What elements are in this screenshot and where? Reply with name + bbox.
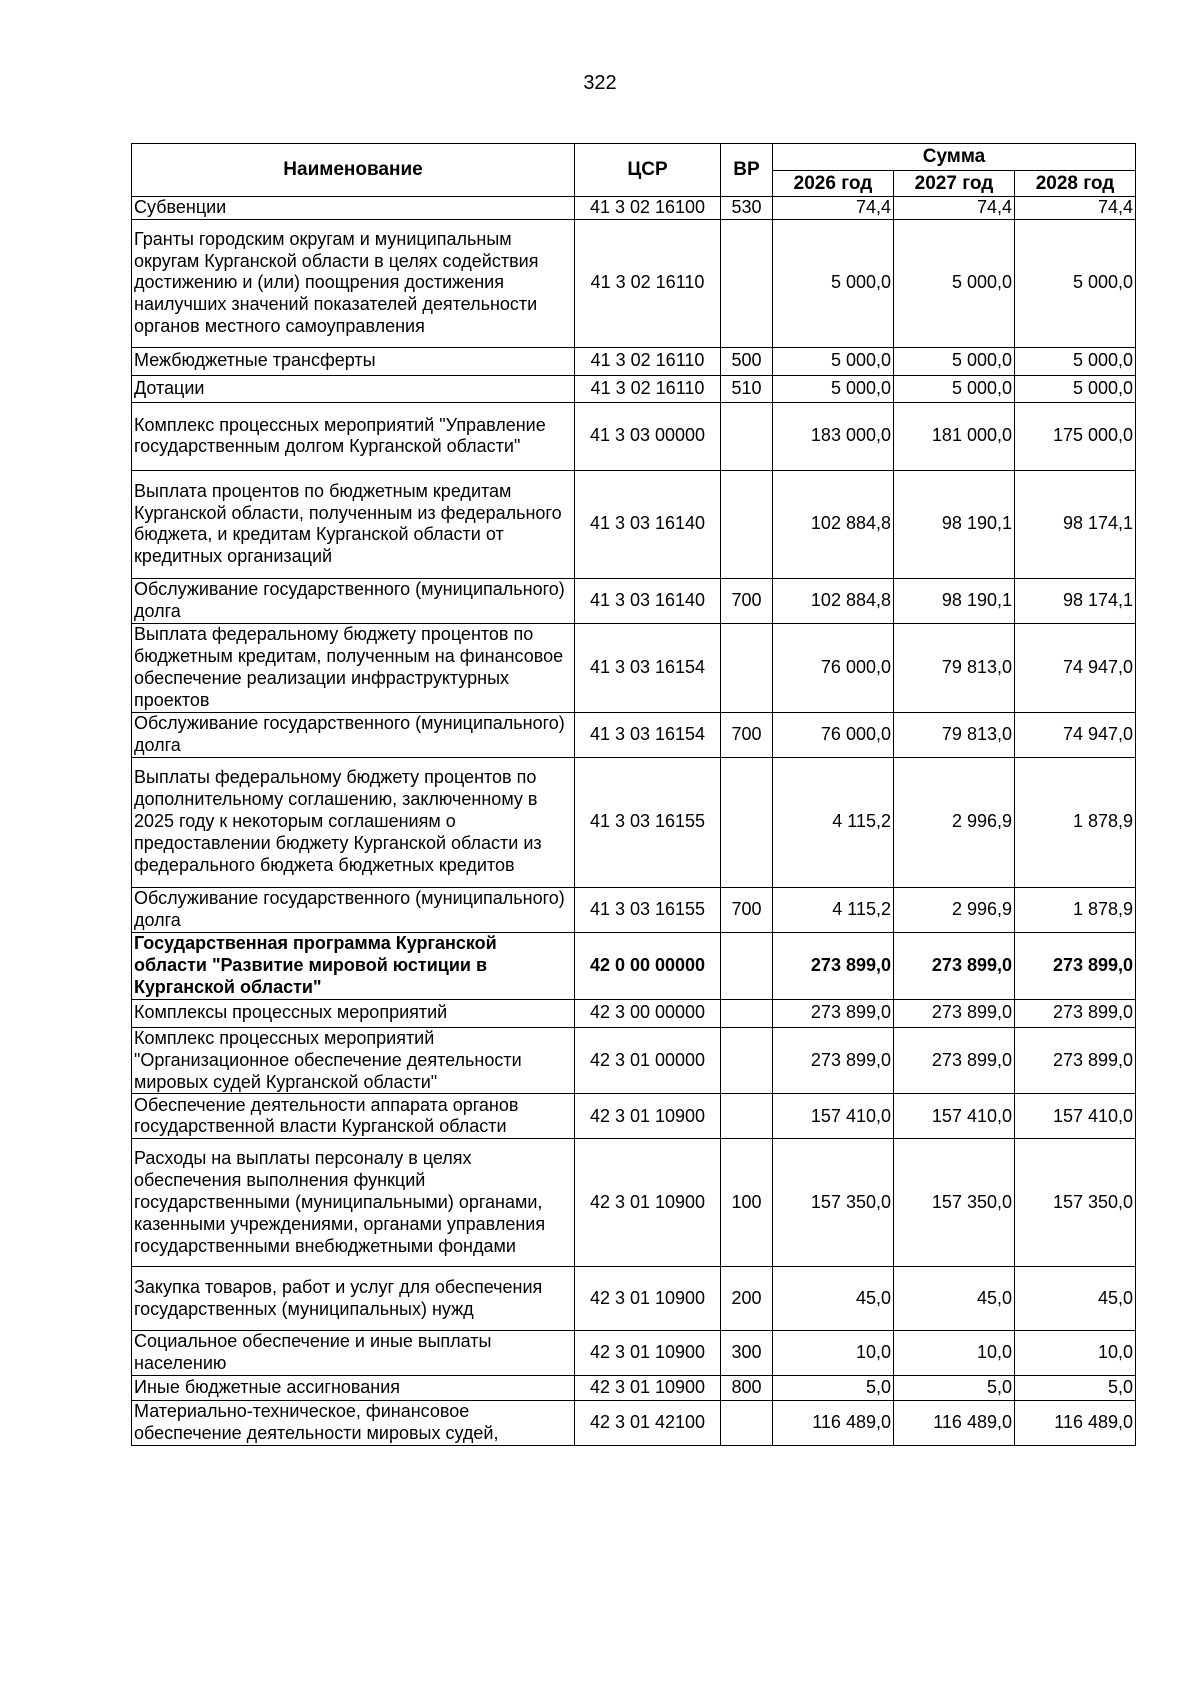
name-cell: Комплексы процессных мероприятий [132, 999, 575, 1027]
sum-2028-cell: 10,0 [1015, 1331, 1136, 1376]
sum-2027-cell: 79 813,0 [894, 712, 1015, 757]
table-row [132, 347, 1136, 375]
sum-2026-cell: 45,0 [773, 1267, 894, 1331]
sum-2028-cell: 5 000,0 [1015, 375, 1136, 402]
sum-2026-cell: 116 489,0 [773, 1401, 894, 1446]
sum-2028-cell: 1 878,9 [1015, 757, 1136, 887]
sum-2027-cell: 2 996,9 [894, 757, 1015, 887]
vr-cell: 500 [721, 347, 773, 375]
vr-cell [721, 999, 773, 1027]
sum-2028-cell: 74,4 [1015, 197, 1136, 220]
table-row [132, 402, 1136, 470]
csr-cell: 41 3 02 16110 [575, 375, 721, 402]
vr-cell [721, 1094, 773, 1139]
csr-cell: 42 3 01 00000 [575, 1027, 721, 1094]
sum-2026-cell: 273 899,0 [773, 1027, 894, 1094]
sum-2028-cell: 5 000,0 [1015, 219, 1136, 347]
name-cell: Комплекс процессных мероприятий "Организационное обеспечение деятельности мировых судей Курганской области" [132, 1027, 575, 1094]
csr-cell: 42 0 00 00000 [575, 932, 721, 999]
sum-2028-cell: 45,0 [1015, 1267, 1136, 1331]
vr-cell: 700 [721, 578, 773, 623]
sum-2028-cell: 98 174,1 [1015, 578, 1136, 623]
header-name: Наименование [132, 144, 575, 197]
sum-2027-cell: 181 000,0 [894, 402, 1015, 470]
vr-cell [721, 219, 773, 347]
sum-2027-cell: 5 000,0 [894, 219, 1015, 347]
name-cell: Материально-техническое, финансовое обеспечение деятельности мировых судей, [132, 1401, 575, 1446]
sum-2028-cell: 98 174,1 [1015, 470, 1136, 578]
sum-2027-cell: 45,0 [894, 1267, 1015, 1331]
vr-cell: 700 [721, 887, 773, 932]
csr-cell: 42 3 01 10900 [575, 1331, 721, 1376]
vr-cell: 200 [721, 1267, 773, 1331]
vr-cell [721, 932, 773, 999]
page-number: 322 [583, 72, 617, 94]
name-cell: Гранты городским округам и муниципальным округам Курганской области в целях содействия достижению и (или) поощрения достижения наилучших значений показателей деятельности органов местного самоуправления [132, 219, 575, 347]
sum-2028-cell: 74 947,0 [1015, 712, 1136, 757]
csr-cell: 42 3 01 10900 [575, 1267, 721, 1331]
table-row [132, 219, 1136, 347]
sum-2028-cell: 157 350,0 [1015, 1139, 1136, 1267]
csr-cell: 41 3 02 16100 [575, 197, 721, 220]
sum-2026-cell: 10,0 [773, 1331, 894, 1376]
header-year-2028: 2028 год [1015, 171, 1136, 197]
name-cell: Социальное обеспечение и иные выплаты населению [132, 1331, 575, 1376]
name-cell: Обеспечение деятельности аппарата органов государственной власти Курганской области [132, 1094, 575, 1139]
sum-2027-cell: 273 899,0 [894, 932, 1015, 999]
sum-2028-cell: 74 947,0 [1015, 623, 1136, 712]
sum-2028-cell: 1 878,9 [1015, 887, 1136, 932]
table-row [132, 578, 1136, 623]
sum-2028-cell: 5 000,0 [1015, 347, 1136, 375]
sum-2026-cell: 76 000,0 [773, 623, 894, 712]
sum-2027-cell: 273 899,0 [894, 999, 1015, 1027]
table-row [132, 999, 1136, 1027]
name-cell: Расходы на выплаты персоналу в целях обеспечения выполнения функций государственными (муниципальными) органами, казенными учреждениями, органами управления государственными внебюджетными фондами [132, 1139, 575, 1267]
vr-cell: 510 [721, 375, 773, 402]
table-row [132, 375, 1136, 402]
sum-2028-cell: 273 899,0 [1015, 932, 1136, 999]
vr-cell [721, 1401, 773, 1446]
sum-2027-cell: 157 350,0 [894, 1139, 1015, 1267]
sum-2026-cell: 4 115,2 [773, 887, 894, 932]
vr-cell [721, 1027, 773, 1094]
table-row [132, 1267, 1136, 1331]
sum-2027-cell: 74,4 [894, 197, 1015, 220]
sum-2027-cell: 5,0 [894, 1376, 1015, 1401]
sum-2027-cell: 273 899,0 [894, 1027, 1015, 1094]
name-cell: Выплата процентов по бюджетным кредитам Курганской области, полученным из федерального бюджета, и кредитам Курганской области от кредитных организаций [132, 470, 575, 578]
vr-cell [721, 757, 773, 887]
name-cell: Обслуживание государственного (муниципального) долга [132, 578, 575, 623]
table-row [132, 1401, 1136, 1446]
table-row [132, 712, 1136, 757]
table-row [132, 1139, 1136, 1267]
table-row [132, 470, 1136, 578]
sum-2028-cell: 273 899,0 [1015, 999, 1136, 1027]
header-year-2027: 2027 год [894, 171, 1015, 197]
sum-2026-cell: 5 000,0 [773, 347, 894, 375]
csr-cell: 41 3 02 16110 [575, 347, 721, 375]
sum-2028-cell: 5,0 [1015, 1376, 1136, 1401]
sum-2026-cell: 157 410,0 [773, 1094, 894, 1139]
sum-2026-cell: 273 899,0 [773, 932, 894, 999]
sum-2026-cell: 273 899,0 [773, 999, 894, 1027]
name-cell: Иные бюджетные ассигнования [132, 1376, 575, 1401]
csr-cell: 42 3 01 10900 [575, 1139, 721, 1267]
vr-cell: 700 [721, 712, 773, 757]
sum-2027-cell: 5 000,0 [894, 375, 1015, 402]
name-cell: Закупка товаров, работ и услуг для обеспечения государственных (муниципальных) нужд [132, 1267, 575, 1331]
table-row [132, 1376, 1136, 1401]
sum-2026-cell: 183 000,0 [773, 402, 894, 470]
csr-cell: 42 3 01 42100 [575, 1401, 721, 1446]
csr-cell: 41 3 02 16110 [575, 219, 721, 347]
name-cell: Выплаты федеральному бюджету процентов по дополнительному соглашению, заключенному в 2025 году к некоторым соглашениям о предоставлении бюджету Курганской области из федерального бюджета бюджетных кредитов [132, 757, 575, 887]
name-cell: Субвенции [132, 197, 575, 220]
sum-2026-cell: 102 884,8 [773, 470, 894, 578]
table-header [132, 144, 1136, 197]
csr-cell: 41 3 03 16154 [575, 712, 721, 757]
vr-cell: 300 [721, 1331, 773, 1376]
table-row [132, 757, 1136, 887]
csr-cell: 41 3 03 16155 [575, 757, 721, 887]
sum-2026-cell: 5 000,0 [773, 219, 894, 347]
csr-cell: 41 3 03 16155 [575, 887, 721, 932]
sum-2028-cell: 175 000,0 [1015, 402, 1136, 470]
sum-2026-cell: 76 000,0 [773, 712, 894, 757]
sum-2027-cell: 98 190,1 [894, 470, 1015, 578]
name-cell: Обслуживание государственного (муниципального) долга [132, 712, 575, 757]
name-cell: Межбюджетные трансферты [132, 347, 575, 375]
table-row [132, 197, 1136, 220]
sum-2027-cell: 10,0 [894, 1331, 1015, 1376]
sum-2028-cell: 116 489,0 [1015, 1401, 1136, 1446]
name-cell: Государственная программа Курганской области "Развитие мировой юстиции в Курганской области" [132, 932, 575, 999]
vr-cell [721, 470, 773, 578]
sum-2026-cell: 157 350,0 [773, 1139, 894, 1267]
csr-cell: 41 3 03 16140 [575, 578, 721, 623]
sum-2027-cell: 2 996,9 [894, 887, 1015, 932]
sum-2027-cell: 5 000,0 [894, 347, 1015, 375]
header-csr: ЦСР [575, 144, 721, 197]
table-row [132, 932, 1136, 999]
name-cell: Обслуживание государственного (муниципального) долга [132, 887, 575, 932]
csr-cell: 41 3 03 16154 [575, 623, 721, 712]
table-row [132, 1027, 1136, 1094]
vr-cell: 100 [721, 1139, 773, 1267]
table-row [132, 887, 1136, 932]
vr-cell [721, 623, 773, 712]
csr-cell: 41 3 03 00000 [575, 402, 721, 470]
csr-cell: 41 3 03 16140 [575, 470, 721, 578]
sum-2027-cell: 157 410,0 [894, 1094, 1015, 1139]
header-sum: Сумма [773, 144, 1136, 171]
csr-cell: 42 3 00 00000 [575, 999, 721, 1027]
vr-cell [721, 402, 773, 470]
table-row [132, 623, 1136, 712]
sum-2026-cell: 5,0 [773, 1376, 894, 1401]
header-year-2026: 2026 год [773, 171, 894, 197]
budget-table [131, 143, 1136, 1446]
sum-2026-cell: 4 115,2 [773, 757, 894, 887]
table-body [132, 197, 1136, 1446]
sum-2026-cell: 74,4 [773, 197, 894, 220]
sum-2028-cell: 157 410,0 [1015, 1094, 1136, 1139]
sum-2026-cell: 102 884,8 [773, 578, 894, 623]
sum-2026-cell: 5 000,0 [773, 375, 894, 402]
header-vr: ВР [721, 144, 773, 197]
sum-2027-cell: 79 813,0 [894, 623, 1015, 712]
csr-cell: 42 3 01 10900 [575, 1094, 721, 1139]
name-cell: Комплекс процессных мероприятий "Управление государственным долгом Курганской области" [132, 402, 575, 470]
vr-cell: 800 [721, 1376, 773, 1401]
csr-cell: 42 3 01 10900 [575, 1376, 721, 1401]
vr-cell: 530 [721, 197, 773, 220]
sum-2027-cell: 98 190,1 [894, 578, 1015, 623]
sum-2028-cell: 273 899,0 [1015, 1027, 1136, 1094]
table-row [132, 1094, 1136, 1139]
sum-2027-cell: 116 489,0 [894, 1401, 1015, 1446]
name-cell: Дотации [132, 375, 575, 402]
table-row [132, 1331, 1136, 1376]
name-cell: Выплата федеральному бюджету процентов по бюджетным кредитам, полученным на финансовое обеспечение реализации инфраструктурных проектов [132, 623, 575, 712]
